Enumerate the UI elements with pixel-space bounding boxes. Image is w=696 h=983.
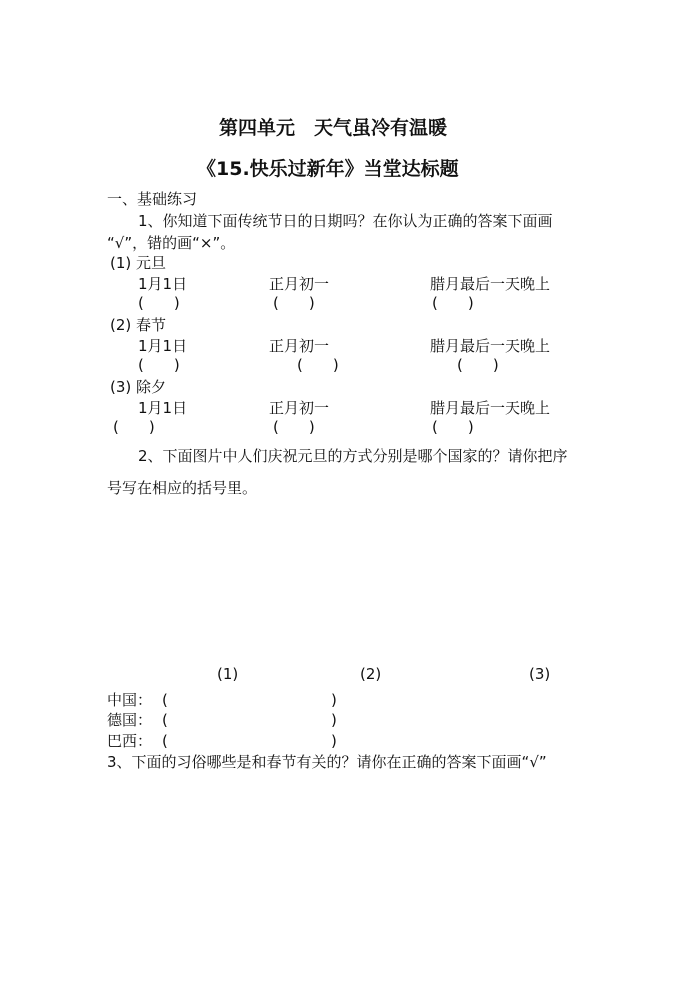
question-1-line-2: “√”，错的画“×”。 bbox=[107, 234, 236, 252]
option-zhengyue-chuyi: 正月初一 bbox=[269, 399, 330, 417]
section-heading: 一、基础练习 bbox=[107, 190, 198, 208]
question-2-line-2: 号写在相应的括号里。 bbox=[107, 479, 258, 497]
picture-number-2: (2) bbox=[360, 665, 382, 683]
lesson-title: 《15.快乐过新年》当堂达标题 bbox=[197, 158, 459, 180]
picture-number-1: (1) bbox=[217, 665, 239, 683]
option-zhengyue-chuyi: 正月初一 bbox=[269, 337, 330, 355]
option-layue-last-night: 腊月最后一天晚上 bbox=[430, 337, 551, 355]
answer-blank[interactable]: ( ) bbox=[297, 356, 339, 374]
picture-area bbox=[107, 505, 587, 655]
picture-number-3: (3) bbox=[529, 665, 551, 683]
answer-blank[interactable]: ( ) bbox=[113, 418, 155, 436]
country-label-germany: 德国： bbox=[107, 711, 153, 729]
bracket-close: ) bbox=[331, 732, 337, 750]
bracket-close: ) bbox=[331, 711, 337, 729]
bracket-open: ( bbox=[162, 732, 168, 750]
bracket-close: ) bbox=[331, 691, 337, 709]
group-label-chuxi: (3) 除夕 bbox=[110, 378, 167, 396]
unit-title: 第四单元 天气虽冷有温暖 bbox=[219, 117, 448, 139]
group-label-yuandan: (1) 元旦 bbox=[110, 254, 167, 272]
bracket-open: ( bbox=[162, 711, 168, 729]
question-1-line-1: 1、你知道下面传统节日的日期吗？在你认为正确的答案下面画 bbox=[138, 212, 553, 230]
answer-blank[interactable]: ( ) bbox=[273, 294, 315, 312]
bracket-open: ( bbox=[162, 691, 168, 709]
answer-blank[interactable]: ( ) bbox=[432, 418, 474, 436]
answer-blank[interactable]: ( ) bbox=[138, 356, 180, 374]
group-label-chunjie: (2) 春节 bbox=[110, 316, 167, 334]
answer-blank[interactable]: ( ) bbox=[138, 294, 180, 312]
option-layue-last-night: 腊月最后一天晚上 bbox=[430, 399, 551, 417]
option-jan-1: 1月1日 bbox=[138, 275, 188, 293]
answer-blank[interactable]: ( ) bbox=[457, 356, 499, 374]
option-zhengyue-chuyi: 正月初一 bbox=[269, 275, 330, 293]
country-label-brazil: 巴西： bbox=[107, 732, 153, 750]
answer-blank[interactable]: ( ) bbox=[273, 418, 315, 436]
country-label-china: 中国： bbox=[107, 691, 153, 709]
question-2-line-1: 2、下面图片中人们庆祝元旦的方式分别是哪个国家的？请你把序 bbox=[138, 447, 568, 465]
option-layue-last-night: 腊月最后一天晚上 bbox=[430, 275, 551, 293]
option-jan-1: 1月1日 bbox=[138, 337, 188, 355]
answer-blank[interactable]: ( ) bbox=[432, 294, 474, 312]
option-jan-1: 1月1日 bbox=[138, 399, 188, 417]
question-3-line-1: 3、下面的习俗哪些是和春节有关的？请你在正确的答案下面画“√” bbox=[107, 753, 547, 771]
